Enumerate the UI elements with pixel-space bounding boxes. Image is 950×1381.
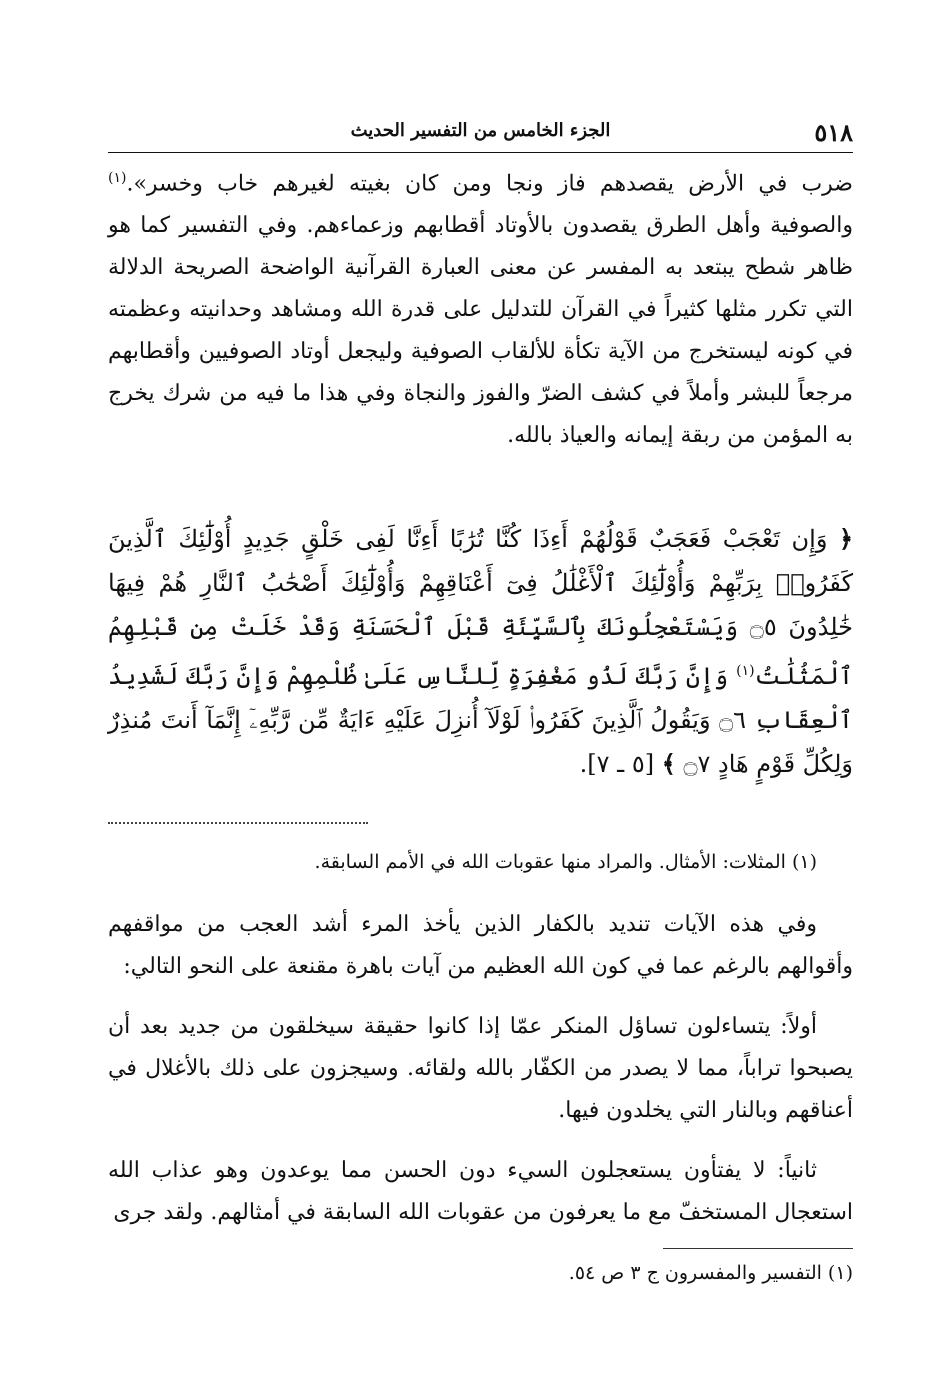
footnote-1: (١) المثلات: الأمثال. والمراد منها عقوبات الله في الأمم السابقة. [314, 851, 817, 874]
paragraph-1-text: ضرب في الأرض يقصدهم فاز ونجا ومن كان بغيته لغيرهم خاب وخسر». [126, 171, 853, 197]
paragraph-1 [108, 157, 853, 457]
quran-text: وَإِن تَعْجَبْ فَعَجَبٌ قَوْلُهُمْ أَءِذَا كُنَّا تُرَٰبًا أَءِنَّا لَفِى خَلْقٍ جَدِيدٍ أُوْلَٰٓئِكَ ٱلَّذِينَ كَفَرُوا۟ بِرَبِّهِمْ وَأُوْلَٰٓئِكَ ٱلْأَغْلَٰلُ فِىٓ أَعْنَاقِهِمْ وَأُوْلَٰٓئِكَ أَصْحَٰبُ ٱلنَّارِ هُمْ فِيهَا خَٰلِدُونَ ۝٥ وَيَسْتَعْجِلُونَكَ بِٱلسَّيِّئَةِ قَبْلَ ٱلْحَسَنَةِ وَقَدْ خَلَتْ مِن قَبْلِهِمُ ٱلْمَثُلَٰتُ [108, 525, 853, 691]
footnote-separator [108, 822, 368, 824]
quran-verses [108, 517, 853, 786]
page-header [108, 108, 853, 153]
footnote-rule [663, 1248, 853, 1249]
quran-close-bracket: ﴾ [661, 749, 676, 779]
paragraph-2: وفي هذه الآيات تنديد بالكفار الذين يأخذ المرء أشد العجب من مواقفهم وأقوالهم بالرغم عما في كون الله العظيم من آيات باهرة مقنعة على النحو التالي: [108, 912, 853, 980]
verse-range: [٥ ـ ٧]. [579, 750, 655, 779]
document-page [108, 108, 853, 1289]
quran-footnote-ref: (١) [736, 663, 755, 680]
paragraph-3: أولاً: يتساءلون تساؤل المنكر عمّا إذا كانوا حقيقة سيخلقون من جديد بعد أن يصبحوا تراباً، مما لا يصدر من الكفّار بالله ولقائه. وسيجزون على ذلك بالأغلال في أعناقهم وبالنار التي يخلدون فيها. [108, 1014, 853, 1124]
running-title: الجزء الخامس من التفسير الحديث [350, 120, 611, 141]
page-number: ٥١٨ [814, 118, 853, 147]
quran-text-continued: وَإِنَّ رَبَّكَ لَذُو مَغْفِرَةٍ لِّلنَّاسِ عَلَىٰ ظُلْمِهِمْ وَإِنَّ رَبَّكَ لَشَدِيدُ ٱلْعِقَابِ ۝٦ وَيَقُولُ ٱلَّذِينَ كَفَرُوا۟ لَوْلَآ أُنزِلَ عَلَيْهِ ءَايَةٌ مِّن رَّبِّهِۦٓ إِنَّمَآ أَنتَ مُنذِرٌ وَلِكُلِّ قَوْمٍ هَادٍ ۝٧ [108, 662, 853, 779]
paragraph-1-continued: والصوفية وأهل الطرق يقصدون بالأوتاد أقطابهم وزعماءهم. وفي التفسير كما هو ظاهر شطح يبتعد به المفسر عن معنى العبارة القرآنية الواضحة الصريحة الدلالة التي تكرر مثلها كثيراً في القرآن للتدليل على قدرة الله ومشاهد وحدانيته وعظمته في كونه ليستخرج من الآية تكأة للألقاب الصوفية وليجعل أوتاد الصوفيين وأقطابهم مرجعاً للبشر وأملاً في كشف الضرّ والفوز والنجاة وفي هذا ما فيه من شرك يخرج به المؤمن من ربقة إيمانه والعياذ بالله. [108, 213, 853, 449]
quran-open-bracket: ﴿ [838, 524, 853, 554]
footnote-ref: (١) [108, 170, 127, 186]
paragraph-4: ثانياً: لا يفتأون يستعجلون السيء دون الحسن مما يوعدون وهو عذاب الله استعجال المستخفّ مع ما يعرفون من عقوبات الله السابقة في أمثالهم. ولقد جرى [108, 1158, 853, 1226]
footnote-2: (١) التفسير والمفسرون ج ٣ ص ٥٤. [568, 1262, 853, 1285]
